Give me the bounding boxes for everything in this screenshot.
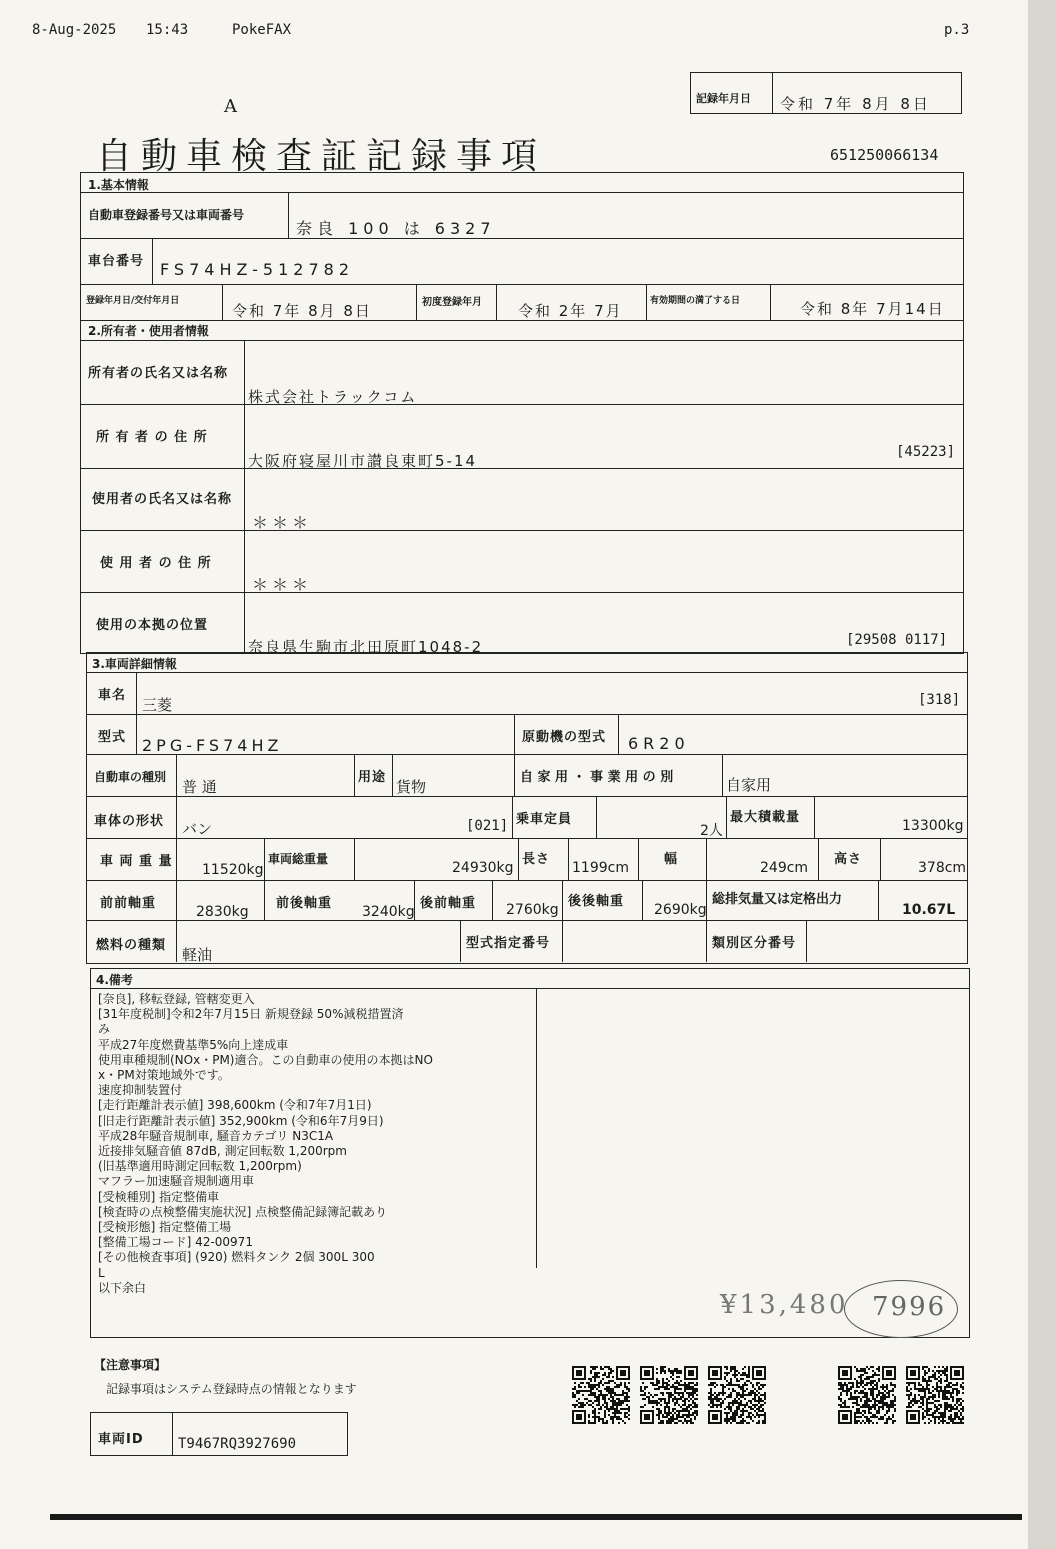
capacity-value: 2人 <box>700 823 723 839</box>
fax-time: 15:43 <box>146 22 189 38</box>
qr-code-icon <box>906 1366 964 1424</box>
engine-value: 6R20 <box>628 734 690 753</box>
first-reg-label: 初度登録年月 <box>422 297 482 308</box>
fuel-type-label: 燃料の種類 <box>96 938 167 953</box>
max-load-label: 最大積載量 <box>730 810 801 825</box>
gross-weight-label: 車両総重量 <box>268 852 329 866</box>
fuel-type-value: 軽油 <box>182 946 213 964</box>
class-number-label: 類別区分番号 <box>712 936 797 951</box>
vehicle-kind-label: 自動車の種別 <box>94 770 167 784</box>
base-location-code: [29508 0117] <box>846 632 948 648</box>
expiry-value: 令和 8年 7月14日 <box>800 300 945 318</box>
engine-label: 原動機の型式 <box>522 730 607 745</box>
remark-line: [受検種別] 指定整備車 <box>98 1189 220 1204</box>
notes-text: 記録事項はシステム登録時点の情報となります <box>106 1382 357 1396</box>
remark-line: 平成27年度燃費基準5%向上達成車 <box>98 1037 289 1052</box>
displacement-value: 10.67L <box>902 902 956 918</box>
page-edge <box>1028 0 1056 1549</box>
type-designation-label: 型式指定番号 <box>466 936 551 951</box>
remark-line: 近接排気騒音値 87dB, 測定回転数 1,200rpm <box>98 1144 347 1159</box>
height-value: 378cm <box>918 860 967 876</box>
max-load-value: 13300kg <box>902 818 964 834</box>
chassis-value: FS74HZ-512782 <box>160 260 354 279</box>
bottom-rule <box>50 1514 1022 1520</box>
section1-title: 1.基本情報 <box>88 178 149 192</box>
length-label: 長さ <box>522 852 551 867</box>
remark-line: [その他検査事項] (920) 燃料タンク 2個 300L 300 <box>98 1250 375 1265</box>
front-front-axle-label: 前前軸重 <box>100 896 157 911</box>
front-rear-axle-label: 前後軸重 <box>276 896 333 911</box>
qr-code-icon <box>838 1366 896 1424</box>
section3-title: 3.車両詳細情報 <box>92 657 177 671</box>
vehicle-weight-label: 車 両 重 量 <box>100 854 173 869</box>
remark-line: [受検形態] 指定整備工場 <box>98 1220 232 1235</box>
vehicle-weight-value: 11520kg <box>202 862 264 878</box>
header-mark: A <box>224 96 237 117</box>
vehicle-name-value: 三菱 <box>142 696 173 714</box>
base-location-label: 使用の本拠の位置 <box>96 618 209 633</box>
fax-app: PokeFAX <box>232 22 292 38</box>
vehicle-kind-value: 普 通 <box>182 778 217 796</box>
chassis-label: 車台番号 <box>88 254 145 269</box>
rear-front-axle-value: 2760kg <box>506 902 559 918</box>
remark-line: 使用車種規制(NOx・PM)適合。この自動車の使用の本拠はNO <box>98 1052 433 1067</box>
owner-address-label: 所 有 者 の 住 所 <box>96 430 208 445</box>
vehicle-name-code: [318] <box>918 692 961 708</box>
record-date-value: 令和 7年 8月 8日 <box>780 95 931 113</box>
user-name-label: 使用者の氏名又は名称 <box>92 492 233 507</box>
owner-address-code: [45223] <box>896 444 956 460</box>
use-label: 用途 <box>358 770 387 785</box>
issue-date-value: 令和 7年 8月 8日 <box>232 302 372 320</box>
remark-line: 平成28年騒音規制車, 騒音カテゴリ N3C1A <box>98 1128 334 1143</box>
doc-number: 651250066134 <box>830 146 939 164</box>
width-label: 幅 <box>664 852 679 867</box>
remark-line: [整備工場コード] 42-00971 <box>98 1235 253 1250</box>
user-address-label: 使 用 者 の 住 所 <box>100 556 212 571</box>
use-value: 貨物 <box>396 778 427 796</box>
body-shape-label: 車体の形状 <box>94 814 165 829</box>
qr-code-icon <box>572 1366 630 1424</box>
owner-address-value: 大阪府寝屋川市讃良東町5-14 <box>248 452 478 470</box>
remark-line: 以下余白 <box>98 1280 147 1295</box>
body-shape-code: [021] <box>466 818 509 834</box>
remark-line: x・PM対策地域外です。 <box>98 1068 230 1083</box>
fax-date: 8-Aug-2025 <box>32 22 117 38</box>
remark-line: [31年度税制]令和2年7月15日 新規登録 50%減税措置済 <box>98 1007 404 1022</box>
expiry-label: 有効期間の満了する日 <box>650 296 741 306</box>
user-address-value: ＊＊＊ <box>252 575 313 594</box>
vehicle-id-value: T9467RQ3927690 <box>178 1436 297 1452</box>
rear-front-axle-label: 後前軸重 <box>420 896 477 911</box>
remark-line: マフラー加速騒音規制適用車 <box>98 1174 255 1189</box>
displacement-label: 総排気量又は定格出力 <box>712 892 843 907</box>
user-name-value: ＊＊＊ <box>252 513 313 532</box>
record-date-label: 記録年月日 <box>696 92 751 105</box>
owner-name-label: 所有者の氏名又は名称 <box>88 366 229 381</box>
remark-line: (旧基準適用時測定回転数 1,200rpm) <box>98 1159 302 1174</box>
remark-line: [走行距離計表示値] 398,600km (令和7年7月1日) <box>98 1098 372 1113</box>
fax-page: p.3 <box>944 22 970 38</box>
body-shape-value: バン <box>182 820 213 838</box>
width-value: 249cm <box>760 860 809 876</box>
length-value: 1199cm <box>572 860 629 876</box>
base-location-value: 奈良県生駒市北田原町1048-2 <box>248 638 484 656</box>
reg-number-value: 奈良 100 は 6327 <box>296 219 496 238</box>
basic-info-frame <box>80 172 964 654</box>
section4-title: 4.備考 <box>96 973 133 987</box>
remark-line: [旧走行距離計表示値] 352,900km (令和6年7月9日) <box>98 1113 384 1128</box>
doc-title: 自動車検査証記録事項 <box>96 136 547 177</box>
owner-name-value: 株式会社トラックコム <box>248 388 418 406</box>
handwritten-price: ¥13,480 <box>720 1290 849 1320</box>
front-front-axle-value: 2830kg <box>196 904 249 920</box>
remark-line: 速度抑制装置付 <box>98 1083 183 1098</box>
notes-title: 【注意事項】 <box>94 1358 167 1372</box>
rear-rear-axle-value: 2690kg <box>654 902 707 918</box>
reg-number-label: 自動車登録番号又は車両番号 <box>88 208 245 222</box>
first-reg-value: 令和 2年 7月 <box>518 302 623 320</box>
vehicle-name-label: 車名 <box>98 688 127 703</box>
handwritten-code: 7996 <box>872 1292 947 1322</box>
model-label: 型式 <box>98 730 127 745</box>
capacity-label: 乗車定員 <box>516 812 573 827</box>
private-business-value: 自家用 <box>726 776 772 794</box>
remarks-list <box>98 992 433 1296</box>
model-value: 2PG-FS74HZ <box>142 736 283 755</box>
remark-line: [奈良], 移転登録, 管轄変更入 <box>98 992 255 1006</box>
section2-title: 2.所有者・使用者情報 <box>88 324 209 338</box>
height-label: 高さ <box>834 852 863 867</box>
gross-weight-value: 24930kg <box>452 860 514 876</box>
front-rear-axle-value: 3240kg <box>362 904 415 920</box>
issue-date-label: 登録年月日/交付年月日 <box>86 296 180 306</box>
remark-line: [検査時の点検整備実施状況] 点検整備記録簿記載あり <box>98 1204 388 1219</box>
qr-code-icon <box>640 1366 698 1424</box>
rear-rear-axle-label: 後後軸重 <box>568 894 625 909</box>
private-business-label: 自 家 用 ・ 事 業 用 の 別 <box>520 770 674 785</box>
vehicle-id-label: 車両ID <box>98 1432 144 1447</box>
remark-line: L <box>98 1265 105 1280</box>
qr-code-icon <box>708 1366 766 1424</box>
remark-line: み <box>98 1022 111 1037</box>
